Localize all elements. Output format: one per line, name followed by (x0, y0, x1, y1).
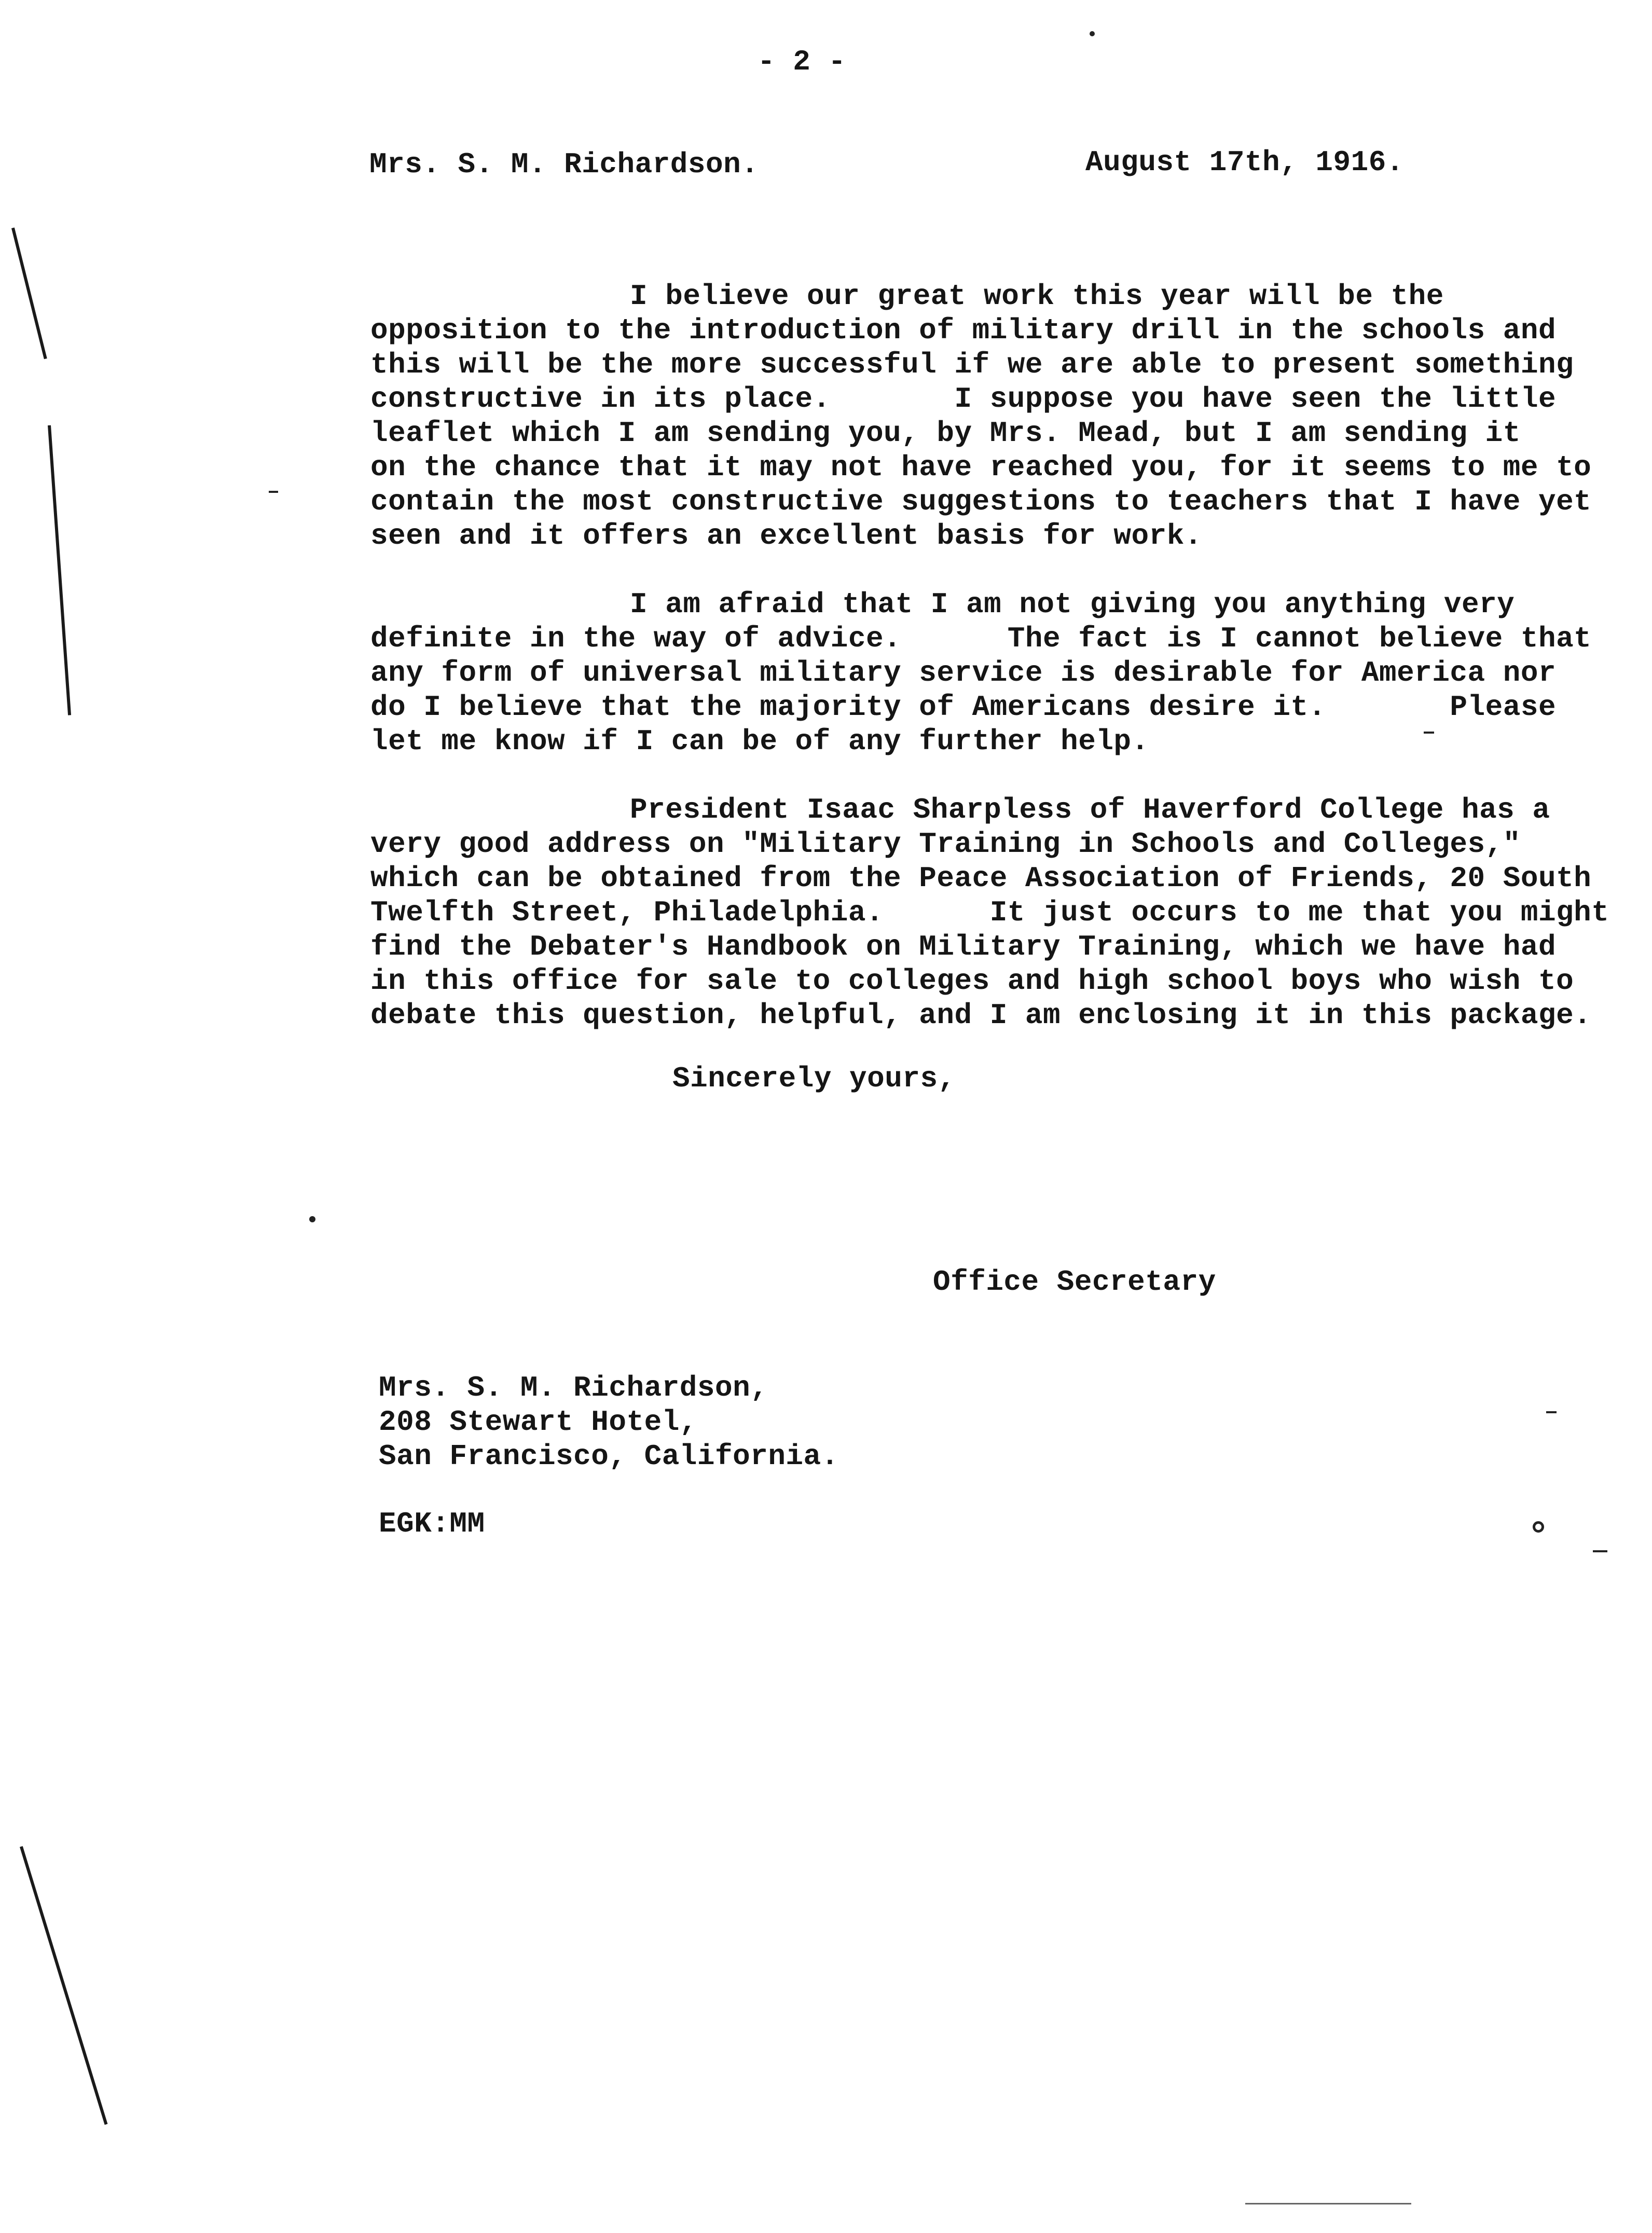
scan-artifact-dash (1546, 1411, 1557, 1413)
typist-initials: EGK:MM (379, 1507, 485, 1540)
paragraph-line: let me know if I can be of any further help. (370, 725, 1149, 758)
paragraph-line: which can be obtained from the Peace Association of Friends, 20 South (370, 862, 1592, 895)
paragraph-line: constructive in its place. I suppose you have seen the little (370, 382, 1557, 416)
paragraph-line: I am afraid that I am not giving you anything very (630, 588, 1515, 621)
recipient-name-header: Mrs. S. M. Richardson. (369, 148, 759, 181)
address-line: Mrs. S. M. Richardson, (379, 1371, 768, 1404)
paragraph-line: on the chance that it may not have reached you, for it seems to me to (370, 451, 1592, 484)
paragraph-line: any form of universal military service is desirable for America nor (370, 656, 1557, 690)
scan-artifact-dash (1245, 2203, 1411, 2204)
scan-artifact-dash (269, 491, 278, 493)
scan-artifact-dash (1593, 1550, 1607, 1552)
paragraph-line: Twelfth Street, Philadelphia. It just occurs to me that you might (370, 896, 1609, 929)
paragraph-line: I believe our great work this year will be the (630, 280, 1444, 313)
paragraph-line: very good address on "Military Training in Schools and Colleges," (370, 828, 1521, 861)
paragraph-line: in this office for sale to colleges and high school boys who wish to (370, 964, 1574, 998)
signature-title: Office Secretary (933, 1265, 1216, 1299)
closing: Sincerely yours, (672, 1062, 956, 1095)
address-line: San Francisco, California. (379, 1440, 839, 1473)
scan-artifact-line (20, 1846, 107, 2125)
paragraph-line: seen and it offers an excellent basis for work. (370, 519, 1202, 553)
paragraph-line: President Isaac Sharpless of Haverford College has a (630, 793, 1550, 826)
paragraph-line: do I believe that the majority of Americans desire it. Please (370, 691, 1557, 724)
paragraph-line: find the Debater's Handbook on Military Training, which we have had (370, 930, 1557, 963)
paragraph-line: opposition to the introduction of military drill in the schools and (370, 314, 1557, 347)
scan-artifact-line (48, 425, 71, 715)
scan-artifact-line (11, 228, 47, 360)
scan-artifact-dash (1424, 732, 1434, 734)
paragraph-line: contain the most constructive suggestions to teachers that I have yet (370, 485, 1592, 518)
page-number: - 2 - (758, 45, 846, 78)
paragraph-line: leaflet which I am sending you, by Mrs. Mead, but I am sending it (370, 417, 1521, 450)
paragraph-line: definite in the way of advice. The fact is I cannot believe that (370, 622, 1592, 655)
scan-artifact-dot (309, 1216, 315, 1222)
scan-artifact-dot (1533, 1521, 1544, 1533)
scan-artifact-dot (1090, 31, 1095, 36)
paragraph-line: this will be the more successful if we are able to present something (370, 348, 1574, 381)
paragraph-line: debate this question, helpful, and I am enclosing it in this package. (370, 999, 1592, 1032)
address-line: 208 Stewart Hotel, (379, 1405, 697, 1439)
letter-date: August 17th, 1916. (1085, 146, 1404, 179)
